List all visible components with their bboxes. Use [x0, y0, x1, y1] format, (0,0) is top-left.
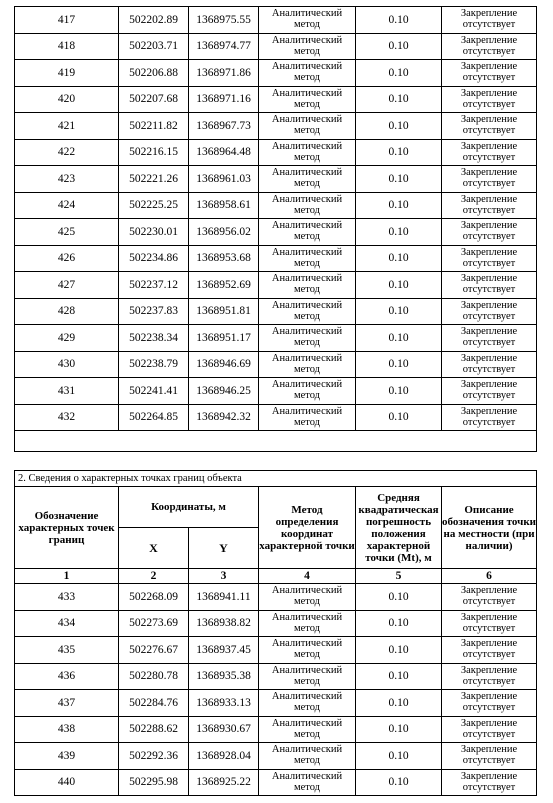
- coord-x: 502280.78: [119, 663, 189, 690]
- method-cell: Аналитический метод: [259, 219, 356, 246]
- accuracy-cell: 0.10: [356, 272, 442, 299]
- accuracy-cell: 0.10: [356, 139, 442, 166]
- point-number: 421: [15, 113, 119, 140]
- accuracy-cell: 0.10: [356, 245, 442, 272]
- accuracy-cell: 0.10: [356, 716, 442, 743]
- description-cell: Закрепление отсутствует: [442, 690, 537, 717]
- description-cell: Закрепление отсутствует: [442, 769, 537, 796]
- accuracy-cell: 0.10: [356, 86, 442, 113]
- empty-row: [15, 431, 537, 452]
- column-numbers-row: [15, 569, 537, 584]
- coord-y: 1368941.11: [189, 584, 259, 611]
- coord-y: 1368942.32: [189, 404, 259, 431]
- description-cell: Закрепление отсутствует: [442, 60, 537, 87]
- accuracy-cell: 0.10: [356, 298, 442, 325]
- point-number: 419: [15, 60, 119, 87]
- coord-y: 1368925.22: [189, 769, 259, 796]
- method-cell: Аналитический метод: [259, 584, 356, 611]
- coord-y: 1368974.77: [189, 33, 259, 60]
- table-row: [15, 7, 537, 34]
- method-cell: Аналитический метод: [259, 245, 356, 272]
- coord-x: 502238.79: [119, 351, 189, 378]
- coord-y: 1368952.69: [189, 272, 259, 299]
- table-row: [15, 769, 537, 796]
- coord-x: 502237.12: [119, 272, 189, 299]
- empty-cell: [15, 431, 537, 452]
- coord-x: 502284.76: [119, 690, 189, 717]
- coord-x: 502288.62: [119, 716, 189, 743]
- section-title: 2. Сведения о характерных точках границ объекта: [15, 471, 537, 487]
- coord-y: 1368975.55: [189, 7, 259, 34]
- point-number: 426: [15, 245, 119, 272]
- header-row-1: [15, 487, 537, 528]
- description-cell: Закрепление отсутствует: [442, 298, 537, 325]
- coord-x: 502234.86: [119, 245, 189, 272]
- accuracy-cell: 0.10: [356, 351, 442, 378]
- method-cell: Аналитический метод: [259, 404, 356, 431]
- accuracy-cell: 0.10: [356, 610, 442, 637]
- point-number: 425: [15, 219, 119, 246]
- point-number: 431: [15, 378, 119, 405]
- coord-x: 502230.01: [119, 219, 189, 246]
- coord-y: 1368938.82: [189, 610, 259, 637]
- accuracy-cell: 0.10: [356, 404, 442, 431]
- point-number: 440: [15, 769, 119, 796]
- table-row: [15, 166, 537, 193]
- coord-x: 502216.15: [119, 139, 189, 166]
- coord-x: 502276.67: [119, 637, 189, 664]
- table-row: [15, 219, 537, 246]
- points-table-top: [14, 6, 537, 452]
- coord-y: 1368930.67: [189, 716, 259, 743]
- point-number: 437: [15, 690, 119, 717]
- coord-x: 502268.09: [119, 584, 189, 611]
- accuracy-cell: 0.10: [356, 378, 442, 405]
- coord-x: 502292.36: [119, 743, 189, 770]
- method-cell: Аналитический метод: [259, 298, 356, 325]
- table-row: [15, 637, 537, 664]
- method-cell: Аналитический метод: [259, 716, 356, 743]
- description-cell: Закрепление отсутствует: [442, 192, 537, 219]
- coord-y: 1368935.38: [189, 663, 259, 690]
- method-cell: Аналитический метод: [259, 7, 356, 34]
- point-number: 417: [15, 7, 119, 34]
- document-page: [14, 6, 536, 796]
- table-row: [15, 272, 537, 299]
- accuracy-cell: 0.10: [356, 192, 442, 219]
- point-number: 427: [15, 272, 119, 299]
- point-number: 434: [15, 610, 119, 637]
- description-cell: Закрепление отсутствует: [442, 166, 537, 193]
- coord-y: 1368961.03: [189, 166, 259, 193]
- column-number: 1: [15, 569, 119, 584]
- accuracy-cell: 0.10: [356, 690, 442, 717]
- column-number: 3: [189, 569, 259, 584]
- method-cell: Аналитический метод: [259, 166, 356, 193]
- header-description: Описание обозначения точки на местности (при наличии): [442, 487, 537, 569]
- coord-y: 1368971.16: [189, 86, 259, 113]
- coord-y: 1368958.61: [189, 192, 259, 219]
- coord-x: 502273.69: [119, 610, 189, 637]
- point-number: 432: [15, 404, 119, 431]
- method-cell: Аналитический метод: [259, 86, 356, 113]
- point-number: 438: [15, 716, 119, 743]
- coord-x: 502221.26: [119, 166, 189, 193]
- header-method: Метод определения координат характерной точки: [259, 487, 356, 569]
- description-cell: Закрепление отсутствует: [442, 245, 537, 272]
- accuracy-cell: 0.10: [356, 769, 442, 796]
- table-row: [15, 663, 537, 690]
- point-number: 422: [15, 139, 119, 166]
- column-number: 6: [442, 569, 537, 584]
- column-number: 4: [259, 569, 356, 584]
- point-number: 435: [15, 637, 119, 664]
- section-title-row: [15, 471, 537, 487]
- points-table-top-body: [15, 7, 537, 431]
- description-cell: Закрепление отсутствует: [442, 351, 537, 378]
- point-number: 436: [15, 663, 119, 690]
- coord-x: 502202.89: [119, 7, 189, 34]
- point-number: 430: [15, 351, 119, 378]
- point-number: 429: [15, 325, 119, 352]
- header-y: Y: [189, 528, 259, 569]
- method-cell: Аналитический метод: [259, 272, 356, 299]
- method-cell: Аналитический метод: [259, 325, 356, 352]
- coord-x: 502206.88: [119, 60, 189, 87]
- accuracy-cell: 0.10: [356, 219, 442, 246]
- method-cell: Аналитический метод: [259, 610, 356, 637]
- description-cell: Закрепление отсутствует: [442, 139, 537, 166]
- method-cell: Аналитический метод: [259, 113, 356, 140]
- coord-y: 1368964.48: [189, 139, 259, 166]
- header-coordinates: Координаты, м: [119, 487, 259, 528]
- method-cell: Аналитический метод: [259, 139, 356, 166]
- table-row: [15, 743, 537, 770]
- coord-y: 1368956.02: [189, 219, 259, 246]
- accuracy-cell: 0.10: [356, 637, 442, 664]
- description-cell: Закрепление отсутствует: [442, 7, 537, 34]
- description-cell: Закрепление отсутствует: [442, 743, 537, 770]
- accuracy-cell: 0.10: [356, 33, 442, 60]
- accuracy-cell: 0.10: [356, 7, 442, 34]
- column-number: 5: [356, 569, 442, 584]
- accuracy-cell: 0.10: [356, 60, 442, 87]
- point-number: 439: [15, 743, 119, 770]
- method-cell: Аналитический метод: [259, 690, 356, 717]
- table-row: [15, 325, 537, 352]
- method-cell: Аналитический метод: [259, 743, 356, 770]
- points-table-section2-body: [15, 584, 537, 796]
- point-number: 423: [15, 166, 119, 193]
- point-number: 424: [15, 192, 119, 219]
- column-number: 2: [119, 569, 189, 584]
- point-number: 418: [15, 33, 119, 60]
- description-cell: Закрепление отсутствует: [442, 716, 537, 743]
- table-row: [15, 113, 537, 140]
- description-cell: Закрепление отсутствует: [442, 219, 537, 246]
- description-cell: Закрепление отсутствует: [442, 637, 537, 664]
- accuracy-cell: 0.10: [356, 166, 442, 193]
- point-number: 420: [15, 86, 119, 113]
- method-cell: Аналитический метод: [259, 769, 356, 796]
- coord-x: 502211.82: [119, 113, 189, 140]
- coord-y: 1368946.25: [189, 378, 259, 405]
- table-row: [15, 139, 537, 166]
- header-designation: Обозначение характерных точек границ: [15, 487, 119, 569]
- table-row: [15, 86, 537, 113]
- header-accuracy: Средняя квадратическая погрешность положения характерной точки (Mt), м: [356, 487, 442, 569]
- point-number: 433: [15, 584, 119, 611]
- description-cell: Закрепление отсутствует: [442, 33, 537, 60]
- coord-y: 1368946.69: [189, 351, 259, 378]
- method-cell: Аналитический метод: [259, 378, 356, 405]
- coord-y: 1368928.04: [189, 743, 259, 770]
- coord-y: 1368953.68: [189, 245, 259, 272]
- coord-x: 502237.83: [119, 298, 189, 325]
- table-row: [15, 378, 537, 405]
- coord-y: 1368951.81: [189, 298, 259, 325]
- point-number: 428: [15, 298, 119, 325]
- description-cell: Закрепление отсутствует: [442, 378, 537, 405]
- method-cell: Аналитический метод: [259, 192, 356, 219]
- section-gap: [14, 452, 536, 470]
- points-table-section2: [14, 470, 537, 796]
- coord-y: 1368951.17: [189, 325, 259, 352]
- table-row: [15, 351, 537, 378]
- table-row: [15, 404, 537, 431]
- table-row: [15, 690, 537, 717]
- accuracy-cell: 0.10: [356, 743, 442, 770]
- table-row: [15, 33, 537, 60]
- coord-y: 1368933.13: [189, 690, 259, 717]
- description-cell: Закрепление отсутствует: [442, 272, 537, 299]
- table-row: [15, 192, 537, 219]
- description-cell: Закрепление отсутствует: [442, 113, 537, 140]
- coord-y: 1368967.73: [189, 113, 259, 140]
- accuracy-cell: 0.10: [356, 663, 442, 690]
- header-x: X: [119, 528, 189, 569]
- coord-x: 502241.41: [119, 378, 189, 405]
- table-row: [15, 716, 537, 743]
- table-row: [15, 584, 537, 611]
- coord-x: 502225.25: [119, 192, 189, 219]
- coord-x: 502295.98: [119, 769, 189, 796]
- method-cell: Аналитический метод: [259, 351, 356, 378]
- table-row: [15, 245, 537, 272]
- accuracy-cell: 0.10: [356, 325, 442, 352]
- method-cell: Аналитический метод: [259, 663, 356, 690]
- table-row: [15, 610, 537, 637]
- description-cell: Закрепление отсутствует: [442, 584, 537, 611]
- coord-x: 502264.85: [119, 404, 189, 431]
- accuracy-cell: 0.10: [356, 584, 442, 611]
- description-cell: Закрепление отсутствует: [442, 86, 537, 113]
- method-cell: Аналитический метод: [259, 33, 356, 60]
- coord-x: 502203.71: [119, 33, 189, 60]
- coord-y: 1368971.86: [189, 60, 259, 87]
- description-cell: Закрепление отсутствует: [442, 663, 537, 690]
- method-cell: Аналитический метод: [259, 637, 356, 664]
- coord-y: 1368937.45: [189, 637, 259, 664]
- coord-x: 502207.68: [119, 86, 189, 113]
- coord-x: 502238.34: [119, 325, 189, 352]
- method-cell: Аналитический метод: [259, 60, 356, 87]
- description-cell: Закрепление отсутствует: [442, 404, 537, 431]
- accuracy-cell: 0.10: [356, 113, 442, 140]
- description-cell: Закрепление отсутствует: [442, 610, 537, 637]
- description-cell: Закрепление отсутствует: [442, 325, 537, 352]
- table-row: [15, 298, 537, 325]
- table-row: [15, 60, 537, 87]
